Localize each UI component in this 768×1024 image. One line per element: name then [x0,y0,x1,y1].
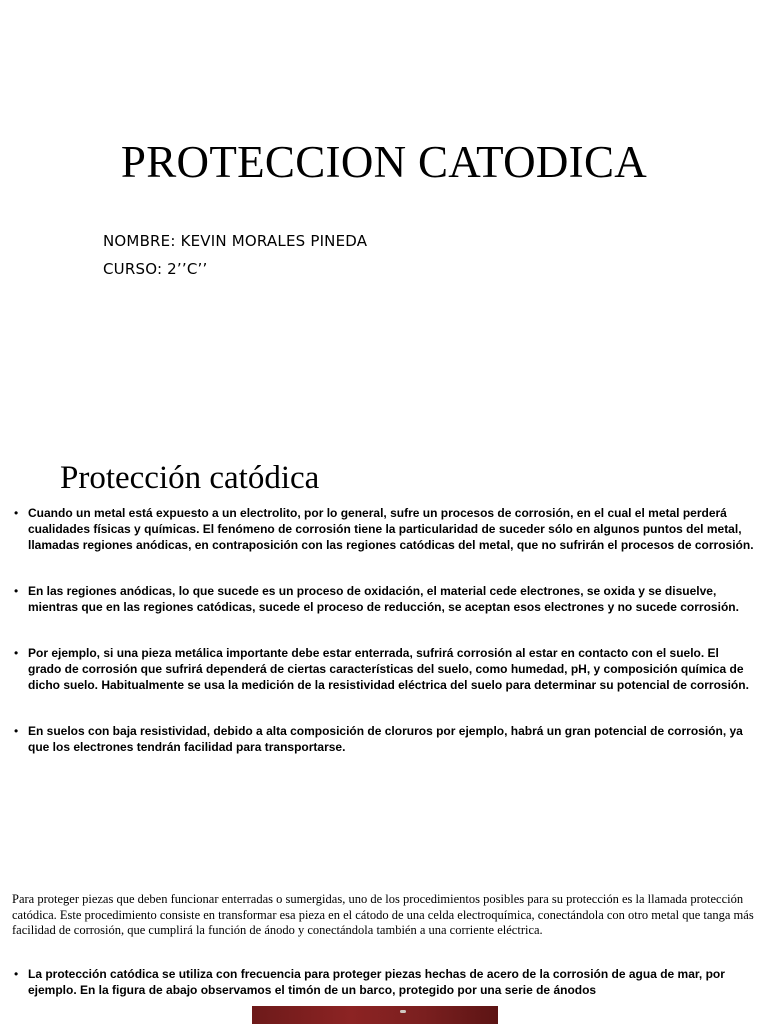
content-slide [0,440,768,860]
bullet-item: • Por ejemplo, si una pieza metálica importante debe estar enterrada, sufrirá corrosión al estar en contacto con el suelo. El grado de corrosión que sufrirá dependerá de ciertas características del suelo, como humedad, pH, y composición química de dicho suelo. Habitualmente se usa la medición de la resistividad eléctrica del suelo para determinar su potencial de corrosión. [12,645,754,693]
course-label: CURSO: 2’’C’’ [103,260,208,278]
bullet-list [12,966,754,998]
section-title: Protección catódica [60,460,320,496]
bullet-item: • La protección catódica se utiliza con frecuencia para proteger piezas hechas de acero de la corrosión de agua de mar, por ejemplo. En la figura de abajo observamos el timón de un barco, protegido por una serie de ánodos [12,966,754,998]
bullet-item: • En suelos con baja resistividad, debido a alta composición de cloruros por ejemplo, habrá un gran potencial de corrosión, ya que los electrones tendrán facilidad para transportarse. [12,723,754,755]
author-name: NOMBRE: KEVIN MORALES PINEDA [103,232,368,250]
photo-highlight [400,1010,406,1013]
title-slide [0,0,768,440]
content-slide-photo [0,860,768,1024]
bullet-list [12,505,754,785]
ship-rudder-photo [252,1006,498,1024]
intro-paragraph: Para proteger piezas que deben funcionar enterradas o sumergidas, uno de los procedimientos posibles para su protección es la llamada protección catódica. Este procedimiento consiste en transformar esa pieza en el cátodo de una celda electroquímica, conectándola con otro metal que tanga más facilidad de corrosión, que cumplirá la función de ánodo y conectándola también a una corriente eléctrica. [12,892,754,937]
bullet-item: • En las regiones anódicas, lo que sucede es un proceso de oxidación, el material cede electrones, se oxida y se disuelve, mientras que en las regiones catódicas, sucede el proceso de reducción, se aceptan esos electrones y no sucede corrosión. [12,583,754,615]
presentation-title: PROTECCION CATODICA [120,137,648,187]
bullet-item: • Cuando un metal está expuesto a un electrolito, por lo general, sufre un procesos de corrosión, en el cual el metal perderá cualidades físicas y químicas. El fenómeno de corrosión tiene la particularidad de suceder sólo en algunos puntos del metal, llamadas regiones anódicas, en contraposición con las regiones catódicas del metal, que no sufrirán el procesos de corrosión. [12,505,754,553]
